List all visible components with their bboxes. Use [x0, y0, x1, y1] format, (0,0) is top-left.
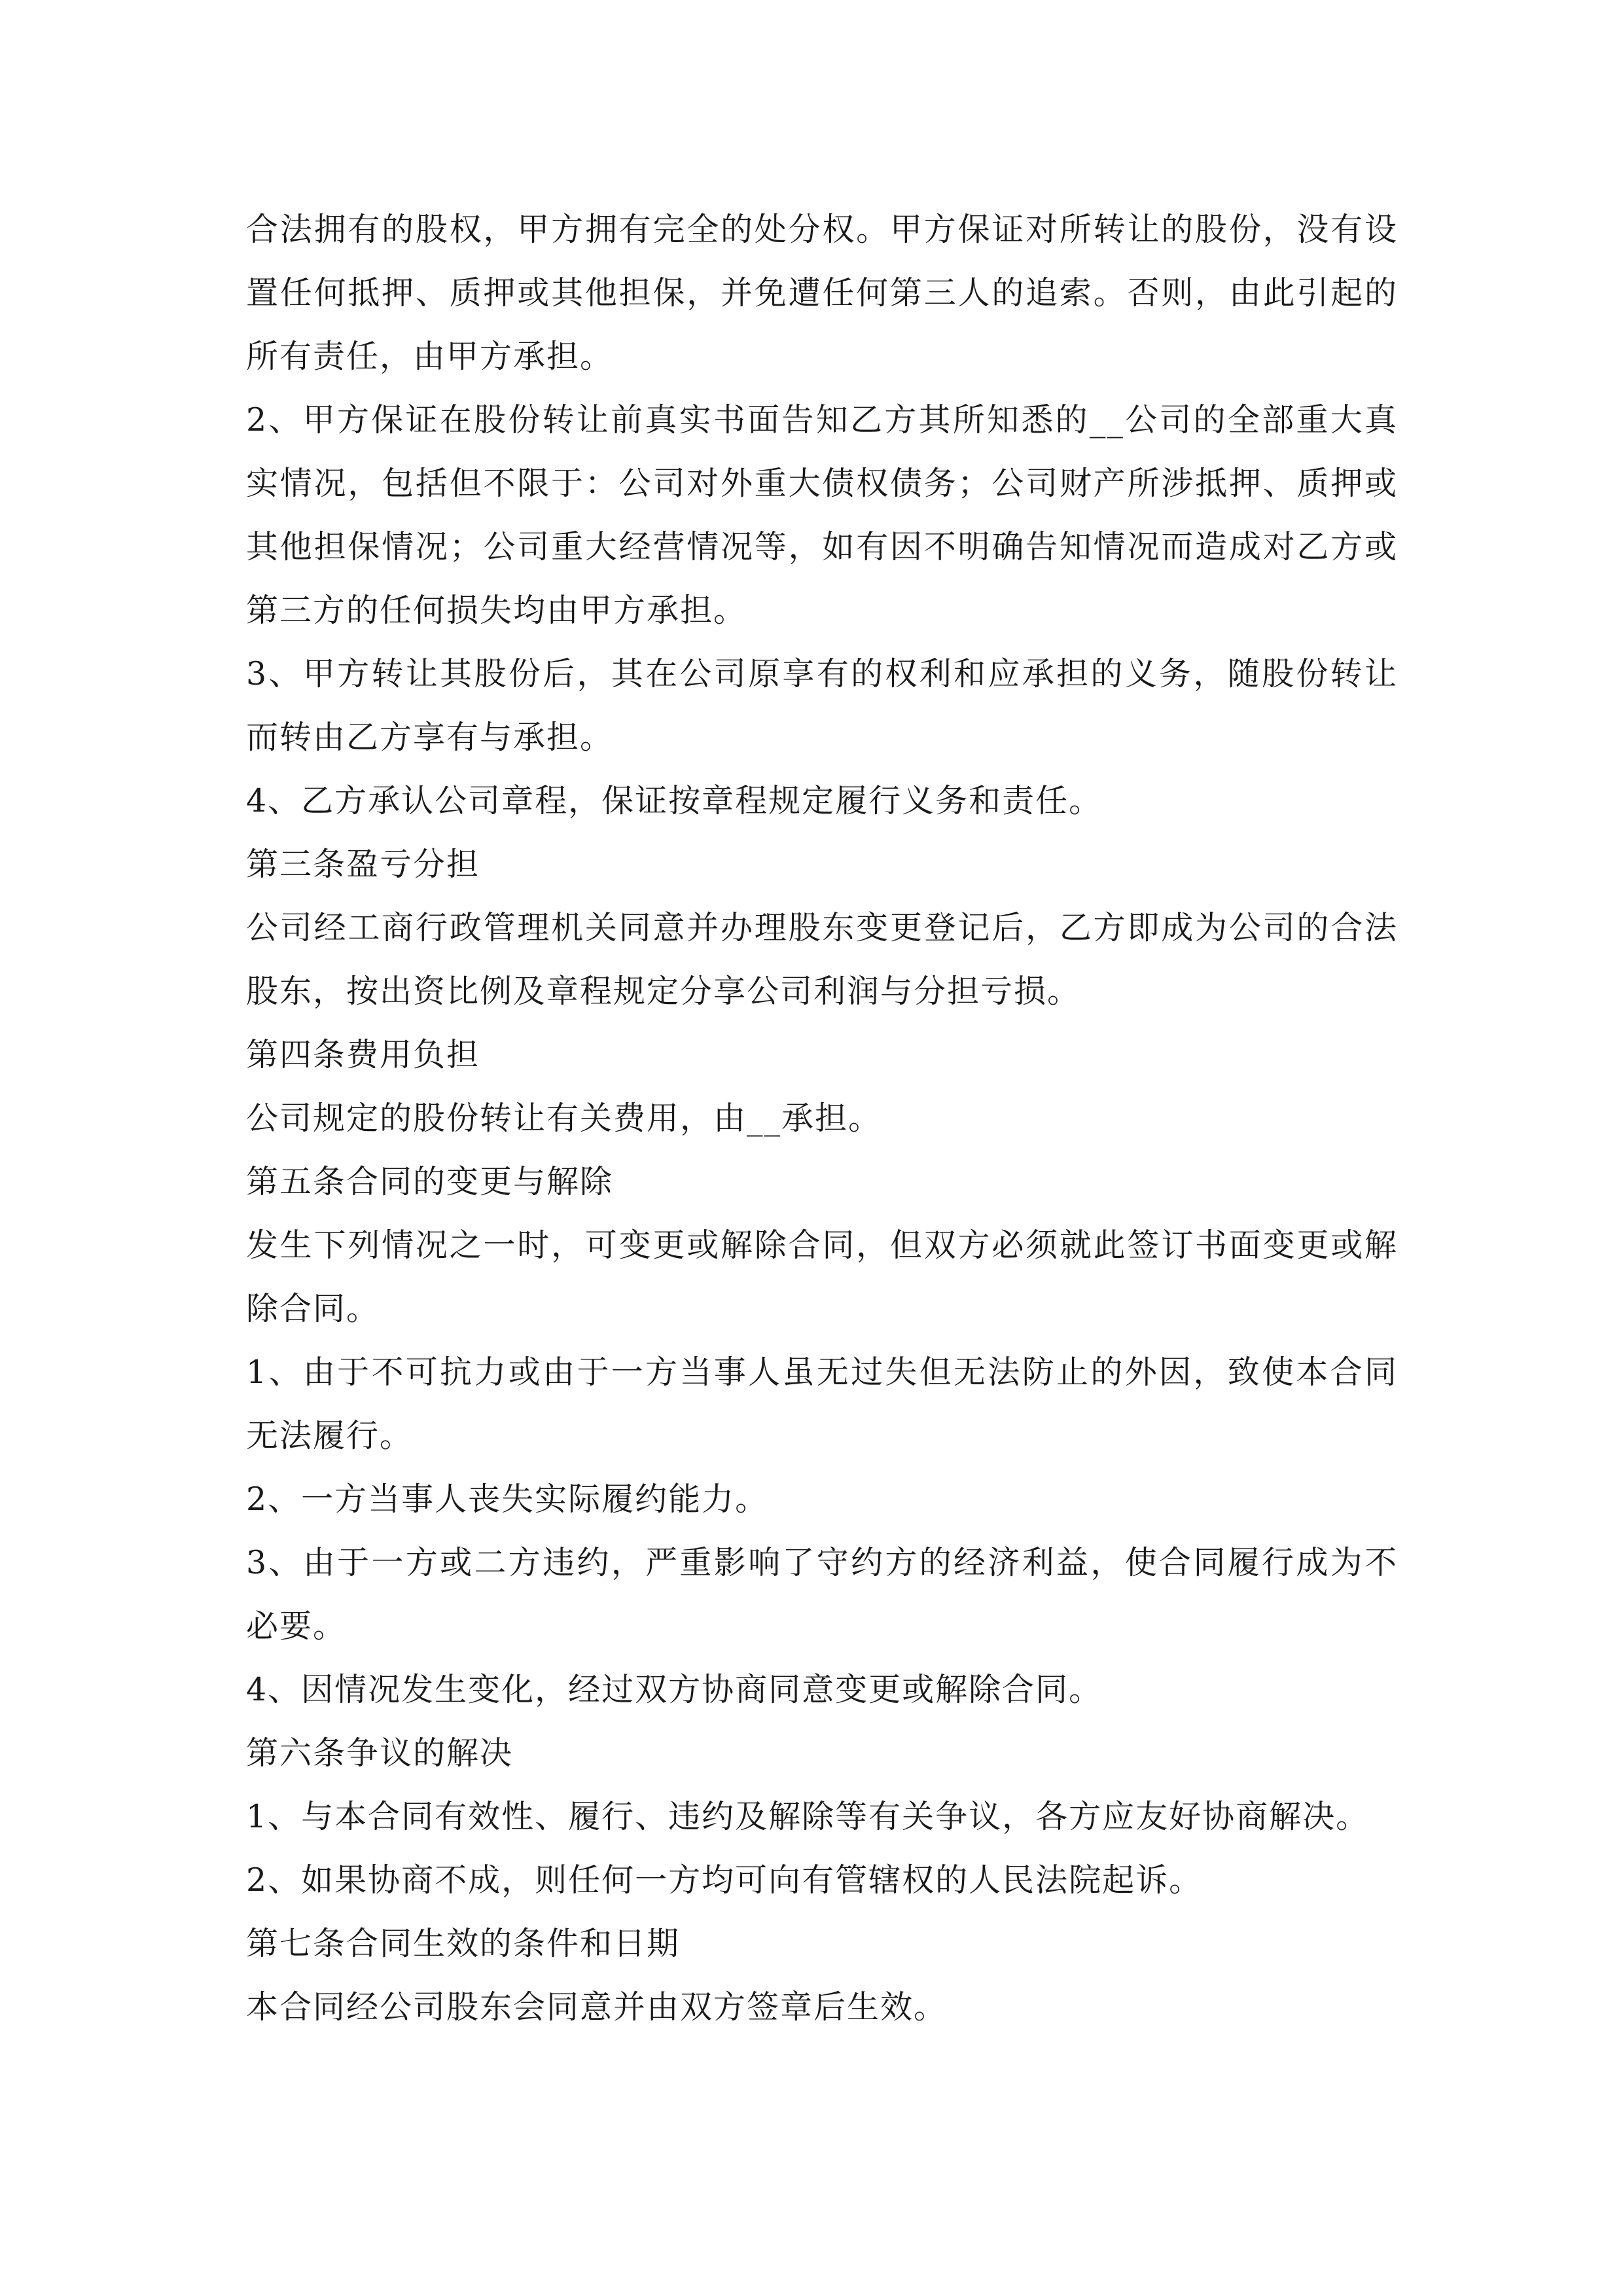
section-heading-article-6: 第六条争议的解决	[246, 1734, 514, 1772]
paragraph-change-termination-intro: 发生下列情况之一时，可变更或解除合同，但双方必须就此签订书面变更或解除合同。	[246, 1227, 1398, 1327]
paragraph-termination-item-1: 1、由于不可抗力或由于一方当事人虽无过失但无法防止的外因，致使本合同无法履行。	[246, 1354, 1398, 1454]
paragraph-clause-3-rights-transfer: 3、甲方转让其股份后，其在公司原享有的权利和应承担的义务，随股份转让而转由乙方享有与承担。	[246, 655, 1398, 756]
paragraph-termination-item-3: 3、由于一方或二方违约，严重影响了守约方的经济利益，使合同履行成为不必要。	[246, 1544, 1398, 1645]
paragraph-fees: 公司规定的股份转让有关费用，由__承担。	[246, 1100, 882, 1137]
paragraph-effectiveness: 本合同经公司股东会同意并由双方签章后生效。	[246, 1988, 948, 2026]
section-heading-article-5: 第五条合同的变更与解除	[246, 1163, 614, 1200]
paragraph-termination-item-2: 2、一方当事人丧失实际履约能力。	[246, 1480, 769, 1518]
paragraph-clause-4-articles: 4、乙方承认公司章程，保证按章程规定履行义务和责任。	[246, 782, 1103, 819]
document-body	[246, 198, 1398, 2039]
paragraph-clause-2-disclosure: 2、甲方保证在股份转让前真实书面告知乙方其所知悉的__公司的全部重大真实情况，包括但不限于：公司对外重大债权债务；公司财产所涉抵押、质押或其他担保情况；公司重大经营情况等，如有因不明确告知情况而造成对乙方或第三方的任何损失均由甲方承担。	[246, 401, 1398, 629]
section-heading-article-4: 第四条费用负担	[246, 1036, 480, 1073]
paragraph-dispute-item-2: 2、如果协商不成，则任何一方均可向有管辖权的人民法院起诉。	[246, 1861, 1203, 1899]
paragraph-share-ownership: 合法拥有的股权，甲方拥有完全的处分权。甲方保证对所转让的股份，没有设置任何抵押、质押或其他担保，并免遭任何第三人的追索。否则，由此引起的所有责任，由甲方承担。	[246, 211, 1398, 375]
paragraph-profit-loss: 公司经工商行政管理机关同意并办理股东变更登记后，乙方即成为公司的合法股东，按出资比例及章程规定分享公司利润与分担亏损。	[246, 909, 1398, 1010]
paragraph-termination-item-4: 4、因情况发生变化，经过双方协商同意变更或解除合同。	[246, 1671, 1103, 1708]
section-heading-article-7: 第七条合同生效的条件和日期	[246, 1925, 681, 1962]
section-heading-article-3: 第三条盈亏分担	[246, 846, 480, 883]
paragraph-dispute-item-1: 1、与本合同有效性、履行、违约及解除等有关争议，各方应友好协商解决。	[246, 1798, 1370, 1835]
